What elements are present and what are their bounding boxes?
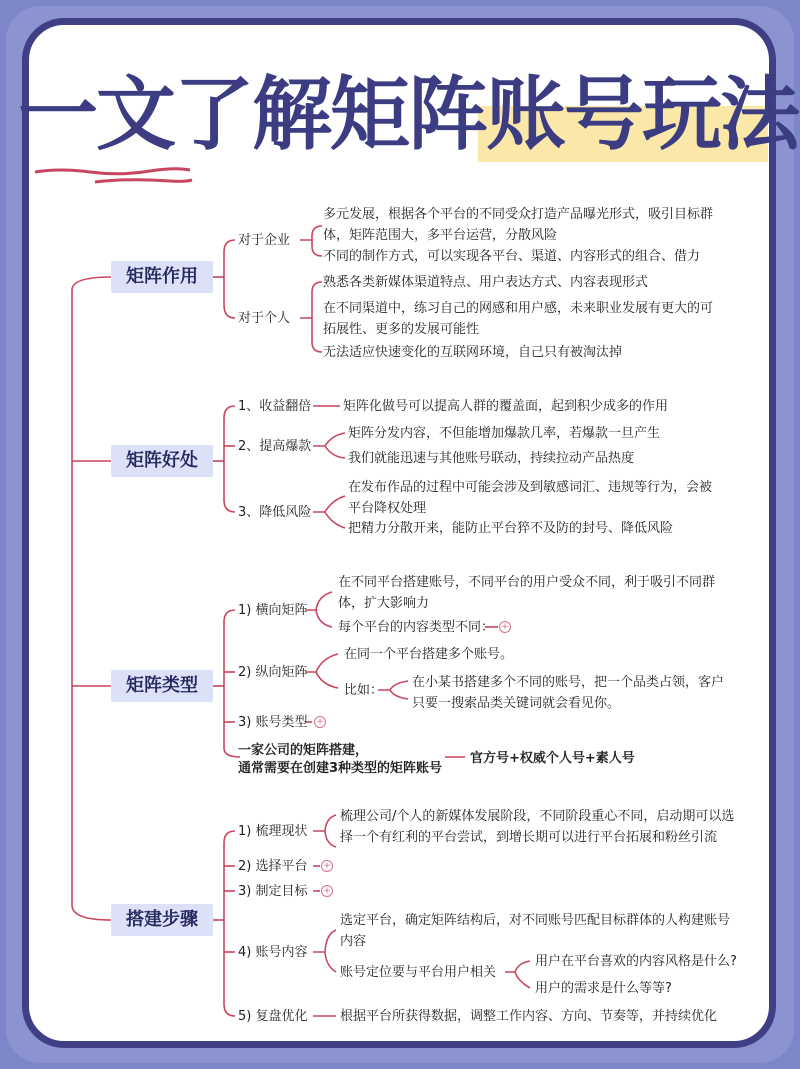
title-underline <box>35 169 190 174</box>
section-label-matrix-role: 矩阵作用 <box>111 261 213 293</box>
benefit1-item-1: 矩阵化做号可以提高人群的覆盖面，起到积少成多的作用 <box>343 399 669 414</box>
expand-icon[interactable]: + <box>321 885 333 897</box>
note-line-2: 通常需要在创建3种类型的矩阵账号 <box>238 761 443 776</box>
benefit2-item-1: 矩阵分发内容，不但能增加爆款几率，若爆款一旦产生 <box>348 426 661 441</box>
title-part2: 账号玩法 <box>486 68 798 161</box>
individual-item-2: 在不同渠道中，练习自己的网感和用户感，未来职业发展有更大的可拓展性、更多的发展可能性 <box>323 301 714 337</box>
enterprise-item-2: 不同的制作方式，可以实现各平台、渠道、内容形式的组合、借力 <box>323 249 701 264</box>
sub-enterprise: 对于企业 <box>238 233 291 248</box>
step4-item-1: 选定平台，确定矩阵结构后，对不同账号匹配目标群体的人构建账号内容 <box>340 913 731 949</box>
benefit3-item-1: 在发布作品的过程中可能会涉及到敏感词汇、违规等行为，会被平台降权处理 <box>348 480 713 516</box>
sub-reduce-risk: 3、降低风险 <box>238 505 312 520</box>
vertical-item-1: 在同一个平台搭建多个账号。 <box>344 647 514 662</box>
step4-item-2: 账号定位要与平台用户相关 <box>340 965 497 980</box>
individual-item-3: 无法适应快速变化的互联网环境，自己只有被淘汰掉 <box>323 345 623 360</box>
enterprise-item-1: 多元发展，根据各个平台的不同受众打造产品曝光形式，吸引目标群体，矩阵范围大，多平台运营，分散风险 <box>323 207 714 243</box>
note-result: 官方号+权威个人号+素人号 <box>470 751 635 766</box>
step5-item: 根据平台所获得数据，调整工作内容、方向、节奏等，并持续优化 <box>340 1009 718 1024</box>
benefit3-item-2: 把精力分散开来，能防止平台猝不及防的封号、降低风险 <box>348 521 674 536</box>
step4-question-1: 用户在平台喜欢的内容风格是什么? <box>535 954 737 969</box>
note-line-1: 一家公司的矩阵搭建， <box>238 743 369 758</box>
horizontal-item-1: 在不同平台搭建账号，不同平台的用户受众不同，利于吸引不同群体，扩大影响力 <box>338 575 716 611</box>
sub-account-content: 4) 账号内容 <box>238 945 308 960</box>
expand-icon[interactable]: + <box>499 621 511 633</box>
vertical-item-2: 比如： <box>344 683 384 698</box>
sub-horizontal: 1) 横向矩阵 <box>238 603 308 618</box>
benefit2-item-2: 我们就能迅速与其他账号联动，持续拉动产品热度 <box>348 451 635 466</box>
title-part1: 一文了解矩阵 <box>18 68 486 161</box>
sub-individual: 对于个人 <box>238 311 291 326</box>
sub-sort-status: 1) 梳理现状 <box>238 824 308 839</box>
vertical-example: 在小某书搭建多个不同的账号，把一个品类占领，客户只要一搜索品类关键词就会看见你。 <box>412 675 725 711</box>
sub-hit-content: 2、提高爆款 <box>238 439 312 454</box>
section-label-matrix-benefit: 矩阵好处 <box>111 445 213 477</box>
title-underline-2 <box>95 180 192 182</box>
sub-double-income: 1、收益翻倍 <box>238 399 312 414</box>
individual-item-1: 熟悉各类新媒体渠道特点、用户表达方式、内容表现形式 <box>323 275 649 290</box>
sub-vertical: 2) 纵向矩阵 <box>238 665 308 680</box>
sub-account-type: 3) 账号类型 <box>238 715 308 730</box>
expand-icon[interactable]: + <box>321 860 333 872</box>
section-label-matrix-type: 矩阵类型 <box>111 670 213 702</box>
sub-choose-platform: 2) 选择平台 <box>238 859 308 874</box>
section-label-build-steps: 搭建步骤 <box>111 904 213 936</box>
step1-item: 梳理公司/个人的新媒体发展阶段，不同阶段重心不同，启动期可以选择一个有红利的平台尝试，到增长期可以进行平台拓展和粉丝引流 <box>340 809 735 845</box>
horizontal-item-2: 每个平台的内容类型不同： <box>338 620 495 635</box>
sub-set-goals: 3) 制定目标 <box>238 884 308 899</box>
expand-icon[interactable]: + <box>314 716 326 728</box>
sub-review: 5) 复盘优化 <box>238 1009 308 1024</box>
step4-question-2: 用户的需求是什么等等? <box>535 981 672 996</box>
